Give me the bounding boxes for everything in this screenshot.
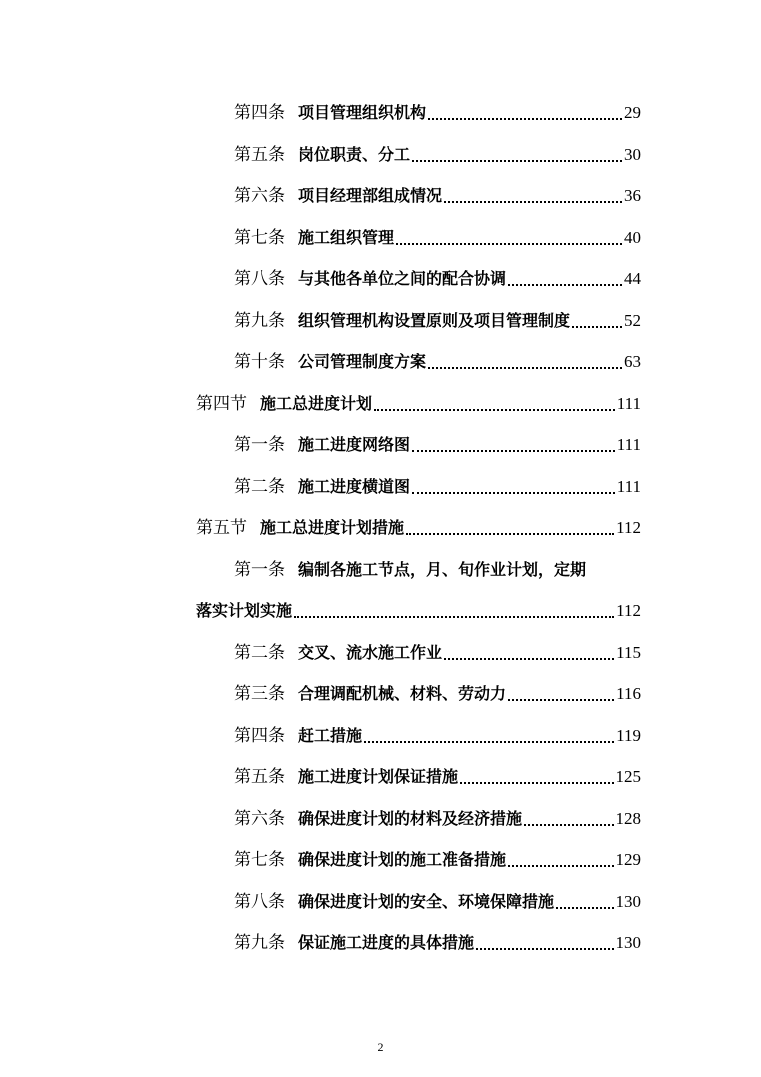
- toc-entry-number: 第十条: [234, 352, 285, 372]
- toc-entry-page: 112: [616, 518, 641, 537]
- toc-entry-number: 第九条: [234, 933, 285, 953]
- toc-entry-page: 112: [616, 601, 641, 620]
- toc-section-entry: [196, 509, 641, 539]
- dot-leader: [294, 615, 614, 618]
- toc-entry-title: 项目经理部组成情况: [298, 186, 443, 205]
- dot-leader: [476, 947, 613, 950]
- toc-entry-page: 40: [624, 228, 641, 247]
- toc-entry-title: 公司管理制度方案: [298, 352, 427, 371]
- toc-entry-number: 第五节: [196, 518, 247, 538]
- toc-entry: [234, 177, 641, 207]
- toc-entry-number: 第一条: [234, 560, 285, 580]
- toc-entry-title-continuation: 落实计划实施: [196, 601, 293, 620]
- toc-entry-number: 第六条: [234, 809, 285, 829]
- toc-entry: [234, 260, 641, 290]
- toc-entry-number: 第四条: [234, 726, 285, 746]
- toc-entry-title: 确保进度计划的材料及经济措施: [298, 809, 523, 828]
- toc-entry-title: 与其他各单位之间的配合协调: [298, 269, 507, 288]
- dot-leader: [412, 449, 615, 452]
- toc-entry-page: 63: [624, 352, 641, 371]
- dot-leader: [428, 117, 622, 120]
- toc-entry-title: 施工组织管理: [298, 228, 395, 247]
- toc-entry: [234, 343, 641, 373]
- toc-entry-title: 确保进度计划的安全、环境保障措施: [298, 892, 555, 911]
- toc-entry-page: 111: [616, 394, 641, 413]
- toc-entry-number: 第五条: [234, 145, 285, 165]
- toc-entry: [234, 302, 641, 332]
- toc-entry-number: 第二条: [234, 643, 285, 663]
- toc-entry: [234, 219, 641, 249]
- dot-leader: [444, 657, 614, 660]
- toc-entry-number: 第四条: [234, 103, 285, 123]
- toc-entry-title: 施工进度横道图: [298, 477, 411, 496]
- toc-entry-page: 29: [624, 103, 641, 122]
- toc-entry-page: 130: [615, 892, 641, 911]
- page-number: 2: [377, 1040, 384, 1054]
- toc-entry-title: 保证施工进度的具体措施: [298, 933, 475, 952]
- toc-entry-page: 44: [624, 269, 641, 288]
- toc-entry-number: 第七条: [234, 228, 285, 248]
- toc-entry-page: 115: [616, 643, 641, 662]
- dot-leader: [572, 325, 622, 328]
- toc-entry: [234, 717, 641, 747]
- toc-entry-number: 第六条: [234, 186, 285, 206]
- toc-entry: [234, 841, 641, 871]
- toc-entry-page: 128: [615, 809, 641, 828]
- toc-entry: [234, 758, 641, 788]
- toc-entry: [234, 800, 641, 830]
- toc-entry-title: 赶工措施: [298, 726, 363, 745]
- toc-entry-number: 第九条: [234, 311, 285, 331]
- toc-entry: [234, 883, 641, 913]
- toc-entry-number: 第一条: [234, 435, 285, 455]
- toc-entry-title: 施工进度网络图: [298, 435, 411, 454]
- toc-entry: [234, 426, 641, 456]
- toc-entry-number: 第七条: [234, 850, 285, 870]
- dot-leader: [508, 864, 613, 867]
- dot-leader: [556, 906, 613, 909]
- toc-entry-number: 第八条: [234, 892, 285, 912]
- toc-entry-title: 施工进度计划保证措施: [298, 767, 459, 786]
- toc-entry: [234, 136, 641, 166]
- toc-section-entry: [196, 385, 641, 415]
- toc-entry-title: 组织管理机构设置原则及项目管理制度: [298, 311, 571, 330]
- toc-entry-title: 编制各施工节点，月、旬作业计划，定期: [298, 560, 587, 579]
- toc-entry-number: 第八条: [234, 269, 285, 289]
- toc-entry-title: 施工总进度计划: [260, 394, 373, 413]
- toc-entry-title: 项目管理组织机构: [298, 103, 427, 122]
- toc-entry-title: 合理调配机械、材料、劳动力: [298, 684, 507, 703]
- toc-entry-page: 116: [616, 684, 641, 703]
- toc-entry-number: 第五条: [234, 767, 285, 787]
- toc-entry-page: 36: [624, 186, 641, 205]
- toc-entry: [234, 924, 641, 954]
- toc-entry: [234, 468, 641, 498]
- toc-entry-page: 125: [615, 767, 641, 786]
- toc-entry-number: 第四节: [196, 394, 247, 414]
- dot-leader: [444, 200, 622, 203]
- dot-leader: [396, 242, 622, 245]
- toc-entry-title: 施工总进度计划措施: [260, 518, 405, 537]
- toc-entry-wrapped-line: [234, 551, 641, 581]
- toc-entry-page: 130: [615, 933, 641, 952]
- toc-entry-number: 第二条: [234, 477, 285, 497]
- toc-entry-title: 岗位职责、分工: [298, 145, 411, 164]
- toc-entry-title: 交叉、流水施工作业: [298, 643, 443, 662]
- dot-leader: [412, 159, 622, 162]
- dot-leader: [460, 781, 613, 784]
- toc-entry-title: 确保进度计划的施工准备措施: [298, 850, 507, 869]
- dot-leader: [412, 491, 615, 494]
- dot-leader: [406, 532, 614, 535]
- toc-entry-page: 111: [616, 435, 641, 454]
- dot-leader: [428, 366, 622, 369]
- toc-entry-page: 30: [624, 145, 641, 164]
- toc-entry-page: 119: [616, 726, 641, 745]
- dot-leader: [508, 283, 622, 286]
- toc-entry: [234, 675, 641, 705]
- dot-leader: [508, 698, 614, 701]
- toc-entry-continuation: [196, 592, 641, 622]
- toc-entry: [234, 634, 641, 664]
- toc-entry: [234, 94, 641, 124]
- dot-leader: [364, 740, 614, 743]
- toc-entry-number: 第三条: [234, 684, 285, 704]
- dot-leader: [374, 408, 615, 411]
- toc-entry-page: 52: [624, 311, 641, 330]
- toc-entry-page: 129: [615, 850, 641, 869]
- toc-entry-page: 111: [616, 477, 641, 496]
- dot-leader: [524, 823, 613, 826]
